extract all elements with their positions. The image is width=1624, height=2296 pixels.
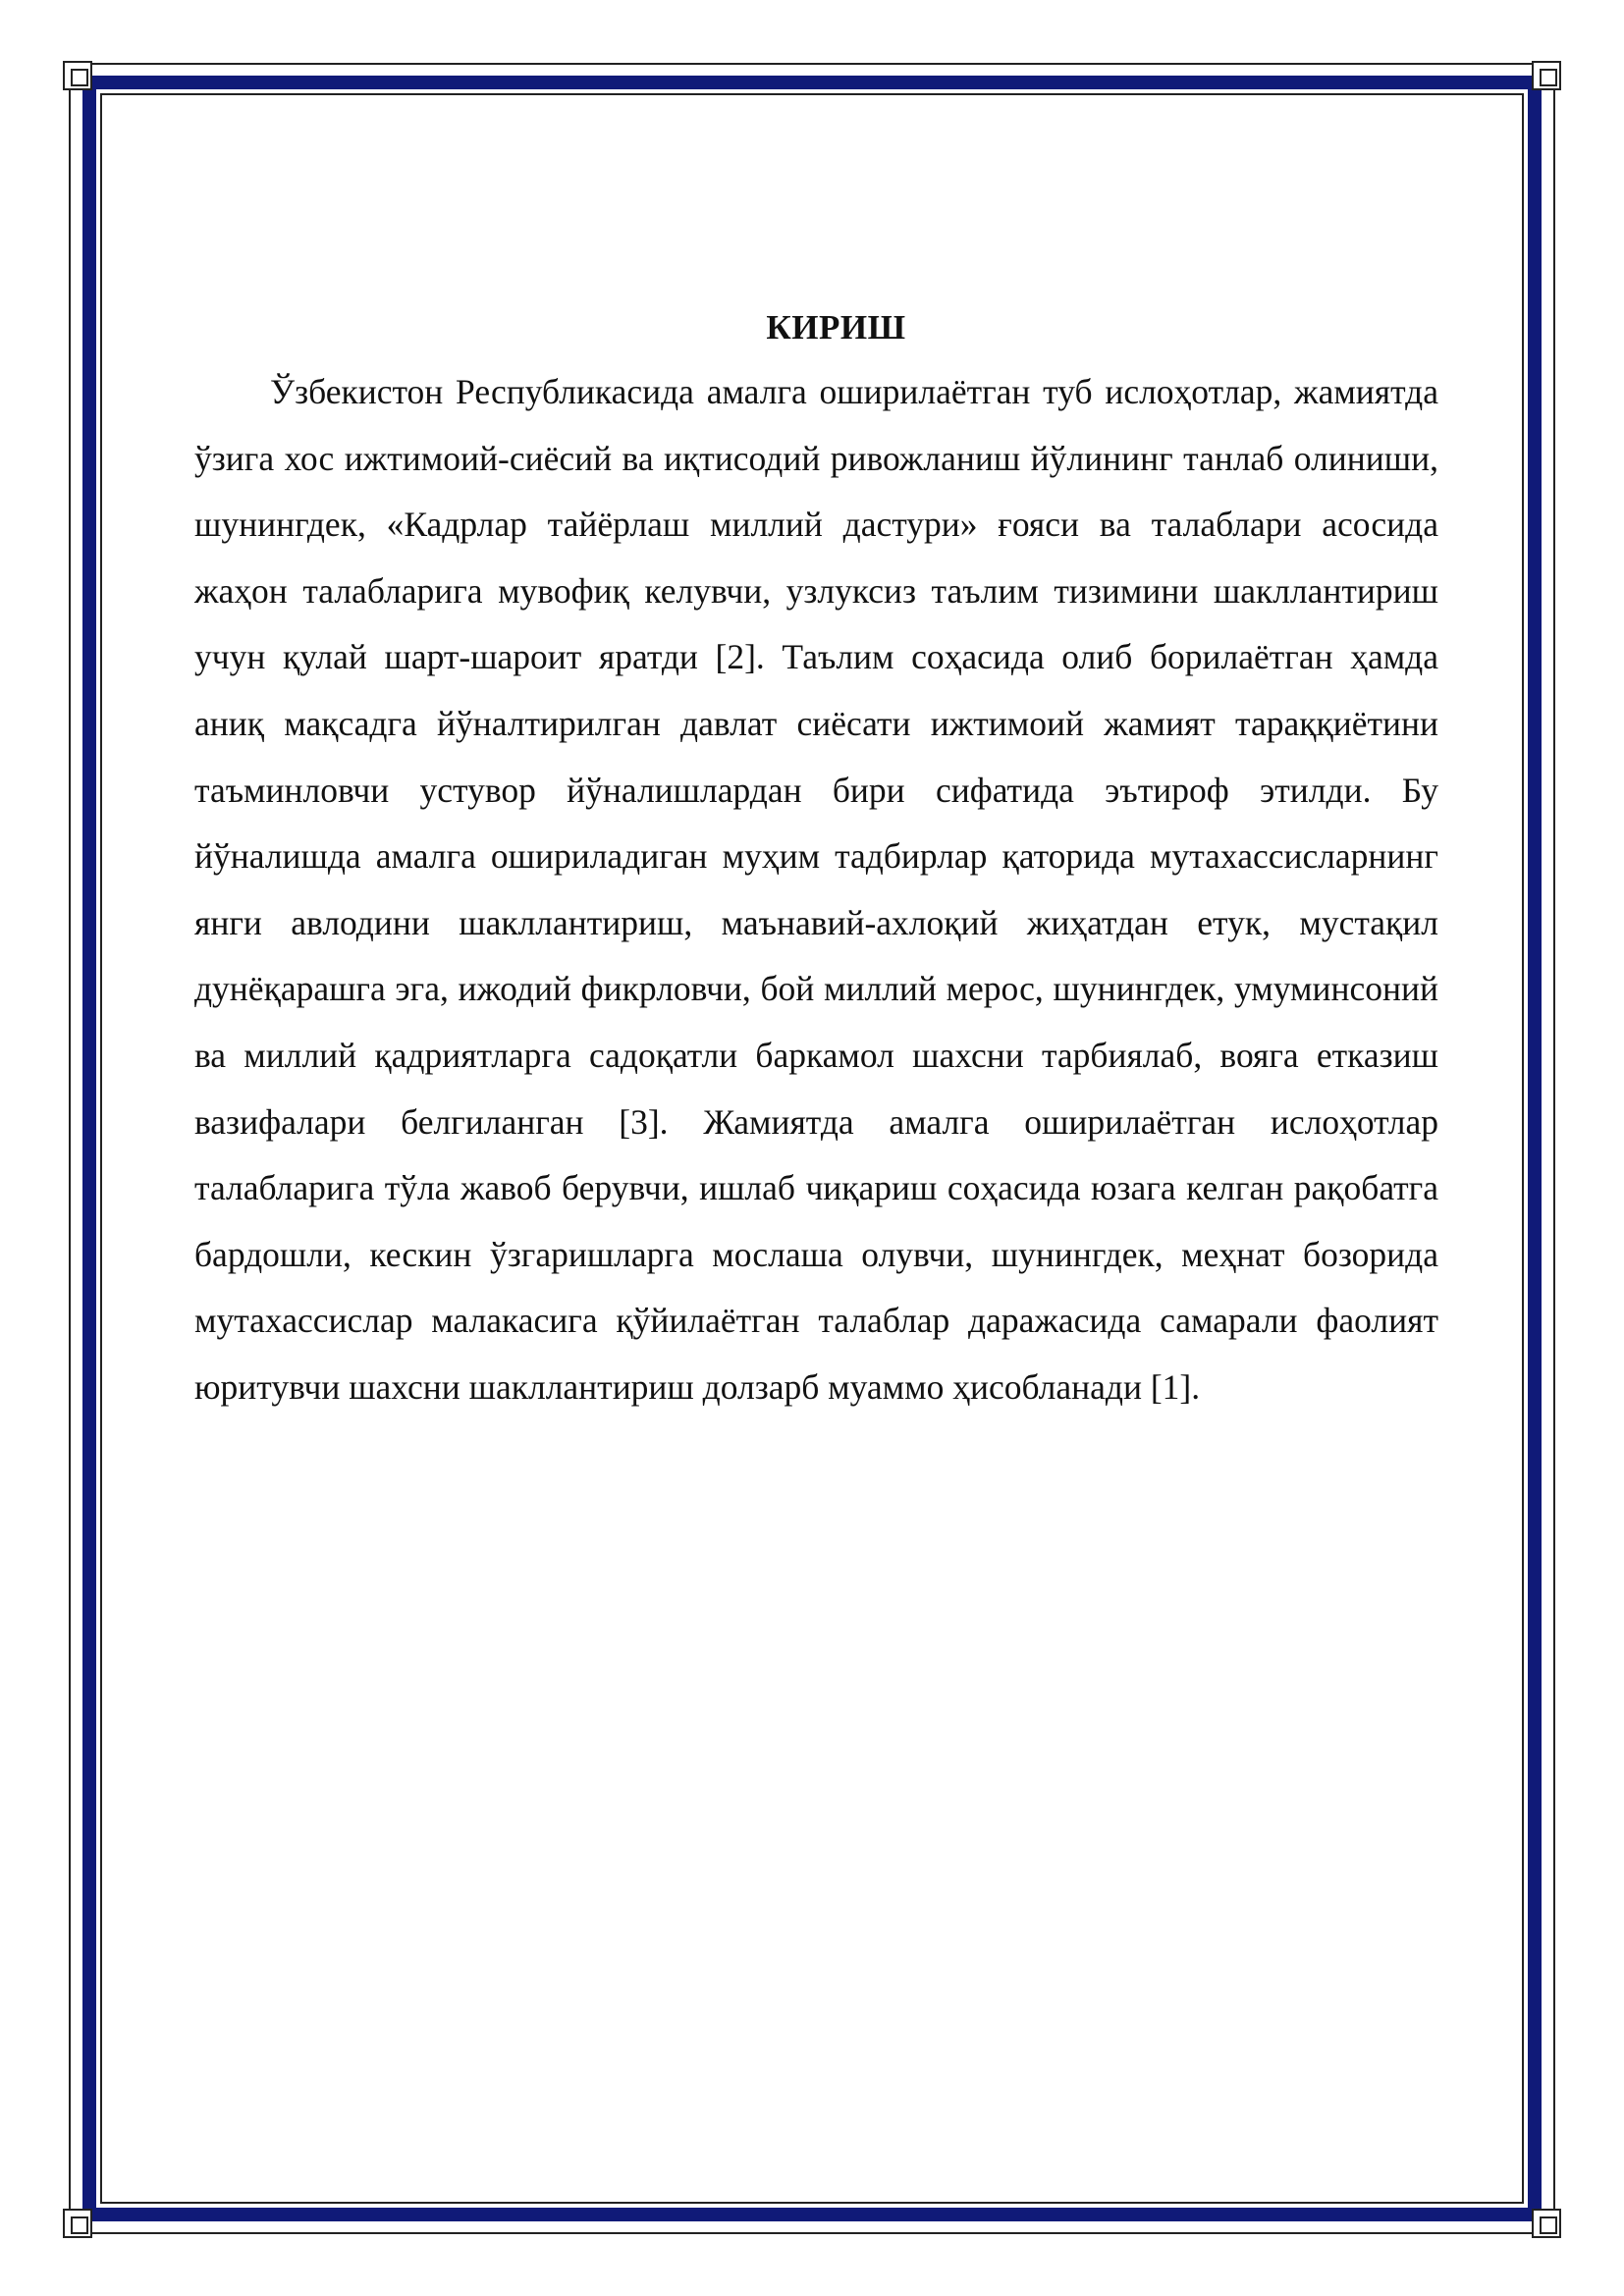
- frame-corner-ornament: [63, 61, 92, 90]
- document-content: [194, 298, 1438, 1421]
- frame-corner-ornament: [1532, 61, 1561, 90]
- frame-corner-ornament: [63, 2209, 92, 2238]
- frame-corner-ornament: [1532, 2209, 1561, 2238]
- body-paragraph: Ўзбекистон Республикасида амалга оширилаётган туб ислоҳотлар, жамиятда ўзига хос ижтимоий-сиёсий ва иқтисодий ривожланиш йўлининг танлаб олиниши, шунингдек, «Кадрлар тайёрлаш миллий дастури» ғояси ва талаблари асосида жаҳон талабларига мувофиқ келувчи, узлуксиз таълим тизимини шакллантириш учун қулай шарт-шароит яратди [2]. Таълим соҳасида олиб борилаётган ҳамда аниқ мақсадга йўналтирилган давлат сиёсати ижтимоий жамият тараққиётини таъминловчи устувор йўналишлардан бири сифатида эътироф этилди. Бу йўналишда амалга ошириладиган муҳим тадбирлар қаторида мутахассисларнинг янги авлодини шакллантириш, маънавий-ахлоқий жиҳатдан етук, мустақил дунёқарашга эга, ижодий фикрловчи, бой миллий мерос, шунингдек, умуминсоний ва миллий қадриятларга садоқатли баркамол шахсни тарбиялаб, вояга етказиш вазифалари белгиланган [3]. Жамиятда амалга оширилаётган ислоҳотлар талабларига тўла жавоб берувчи, ишлаб чиқариш соҳасида юзага келган рақобатга бардошли, кескин ўзгаришларга мослаша олувчи, шунингдек, меҳнат бозорида мутахассислар малакасига қўйилаётган талаблар даражасида самарали фаолият юритувчи шахсни шакллантириш долзарб муаммо ҳисобланади [1].: [194, 372, 1438, 1407]
- page-title: КИРИШ: [766, 308, 906, 347]
